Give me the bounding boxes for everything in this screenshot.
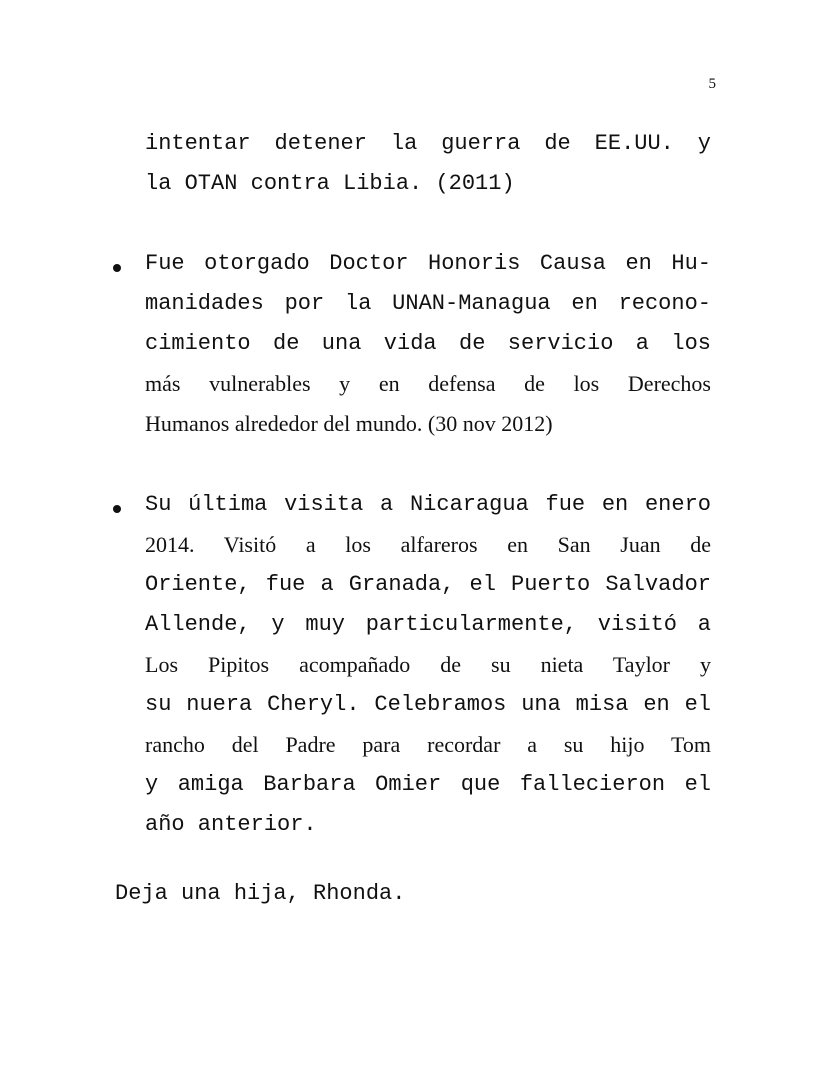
bullet-line: Oriente, fue a Granada, el Puerto Salvador: [145, 572, 711, 597]
bullet-line: Humanos alrededor del mundo. (30 nov 2012): [145, 411, 553, 436]
bullet-icon: [113, 264, 121, 272]
closing-text: Deja una hija, Rhonda.: [115, 881, 406, 906]
paragraph-line: la OTAN contra Libia. (2011): [145, 171, 515, 196]
bullet-line: Fue otorgado Doctor Honoris Causa en Hu-: [145, 251, 711, 276]
page-number: 5: [708, 76, 716, 92]
bullet-line: su nuera Cheryl. Celebramos una misa en el: [145, 692, 711, 717]
bullet-icon: [113, 505, 121, 513]
bullet-line: cimiento de una vida de servicio a los: [145, 331, 711, 356]
bullet-line: Su última visita a Nicaragua fue en enero: [145, 492, 711, 517]
bullet-line: más vulnerables y en defensa de los Derechos: [145, 371, 711, 396]
bullet-line: año anterior.: [145, 812, 317, 837]
bullet-line: y amiga Barbara Omier que fallecieron el: [145, 772, 711, 797]
bullet-line: 2014. Visitó a los alfareros en San Juan de: [145, 532, 711, 557]
bullet-line: Los Pipitos acompañado de su nieta Taylor y: [145, 652, 711, 677]
bullet-line: rancho del Padre para recordar a su hijo Tom: [145, 732, 711, 757]
paragraph-line: intentar detener la guerra de EE.UU. y: [145, 131, 711, 156]
bullet-line: Allende, y muy particularmente, visitó a: [145, 612, 711, 637]
bullet-line: manidades por la UNAN-Managua en recono-: [145, 291, 711, 316]
